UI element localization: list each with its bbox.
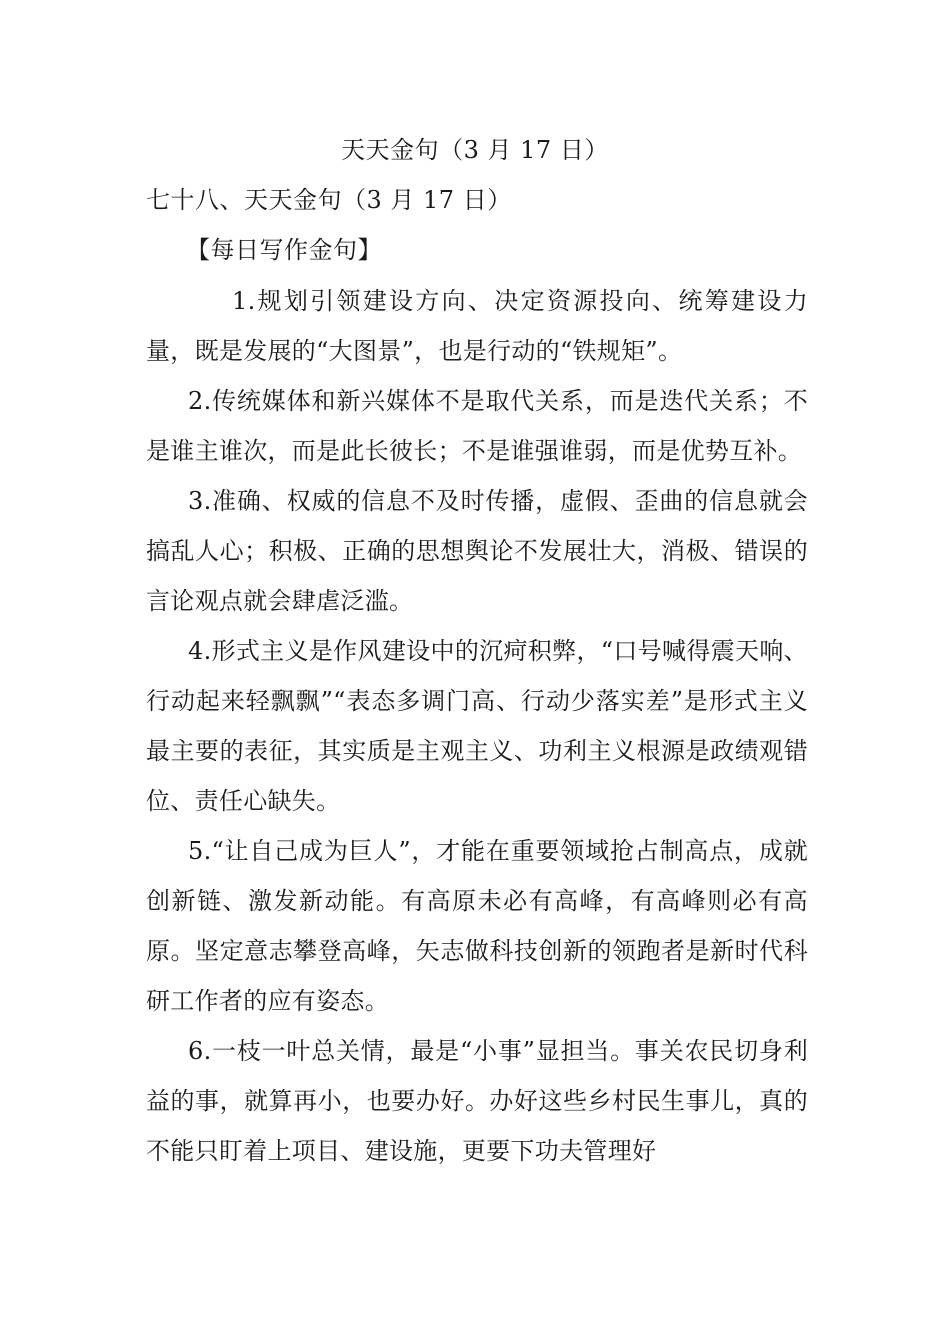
quote-paragraph-3: 3.准确、权威的信息不及时传播，虚假、歪曲的信息就会搞乱人心；积极、正确的思想舆论不发展壮大，消极、错误的言论观点就会肆虐泛滥。 (146, 487, 808, 615)
document-title: 天天金句（3 月 17 日） (341, 136, 609, 164)
quote-paragraph-2: 2.传统媒体和新兴媒体不是取代关系，而是迭代关系；不是谁主谁次，而是此长彼长；不是谁强谁弱，而是优势互补。 (146, 387, 808, 465)
quote-paragraph-4: 4.形式主义是作风建设中的沉疴积弊，“口号喊得震天响、行动起来轻飘飘”“表态多调门高、行动少落实差”是形式主义最主要的表征，其实质是主观主义、功利主义根源是政绩观错位、责任心缺失。 (146, 637, 808, 815)
section-heading: 【每日写作金句】 (186, 236, 382, 264)
quote-paragraph-1: 1.规划引领建设方向、决定资源投向、统筹建设力量，既是发展的“大图景”，也是行动的“铁规矩”。 (146, 287, 808, 365)
document-subtitle: 七十八、天天金句（3 月 17 日） (146, 186, 512, 214)
quote-paragraph-6: 6.一枝一叶总关情，最是“小事”显担当。事关农民切身利益的事，就算再小，也要办好。办好这些乡村民生事儿，真的不能只盯着上项目、建设施，更要下功夫管理好 (146, 1037, 808, 1165)
quote-list (146, 276, 808, 1176)
quote-paragraph-5: 5.“让自己成为巨人”，才能在重要领域抢占制高点，成就创新链、激发新动能。有高原未必有高峰，有高峰则必有高原。坚定意志攀登高峰，矢志做科技创新的领跑者是新时代科研工作者的应有姿态。 (146, 837, 808, 1015)
